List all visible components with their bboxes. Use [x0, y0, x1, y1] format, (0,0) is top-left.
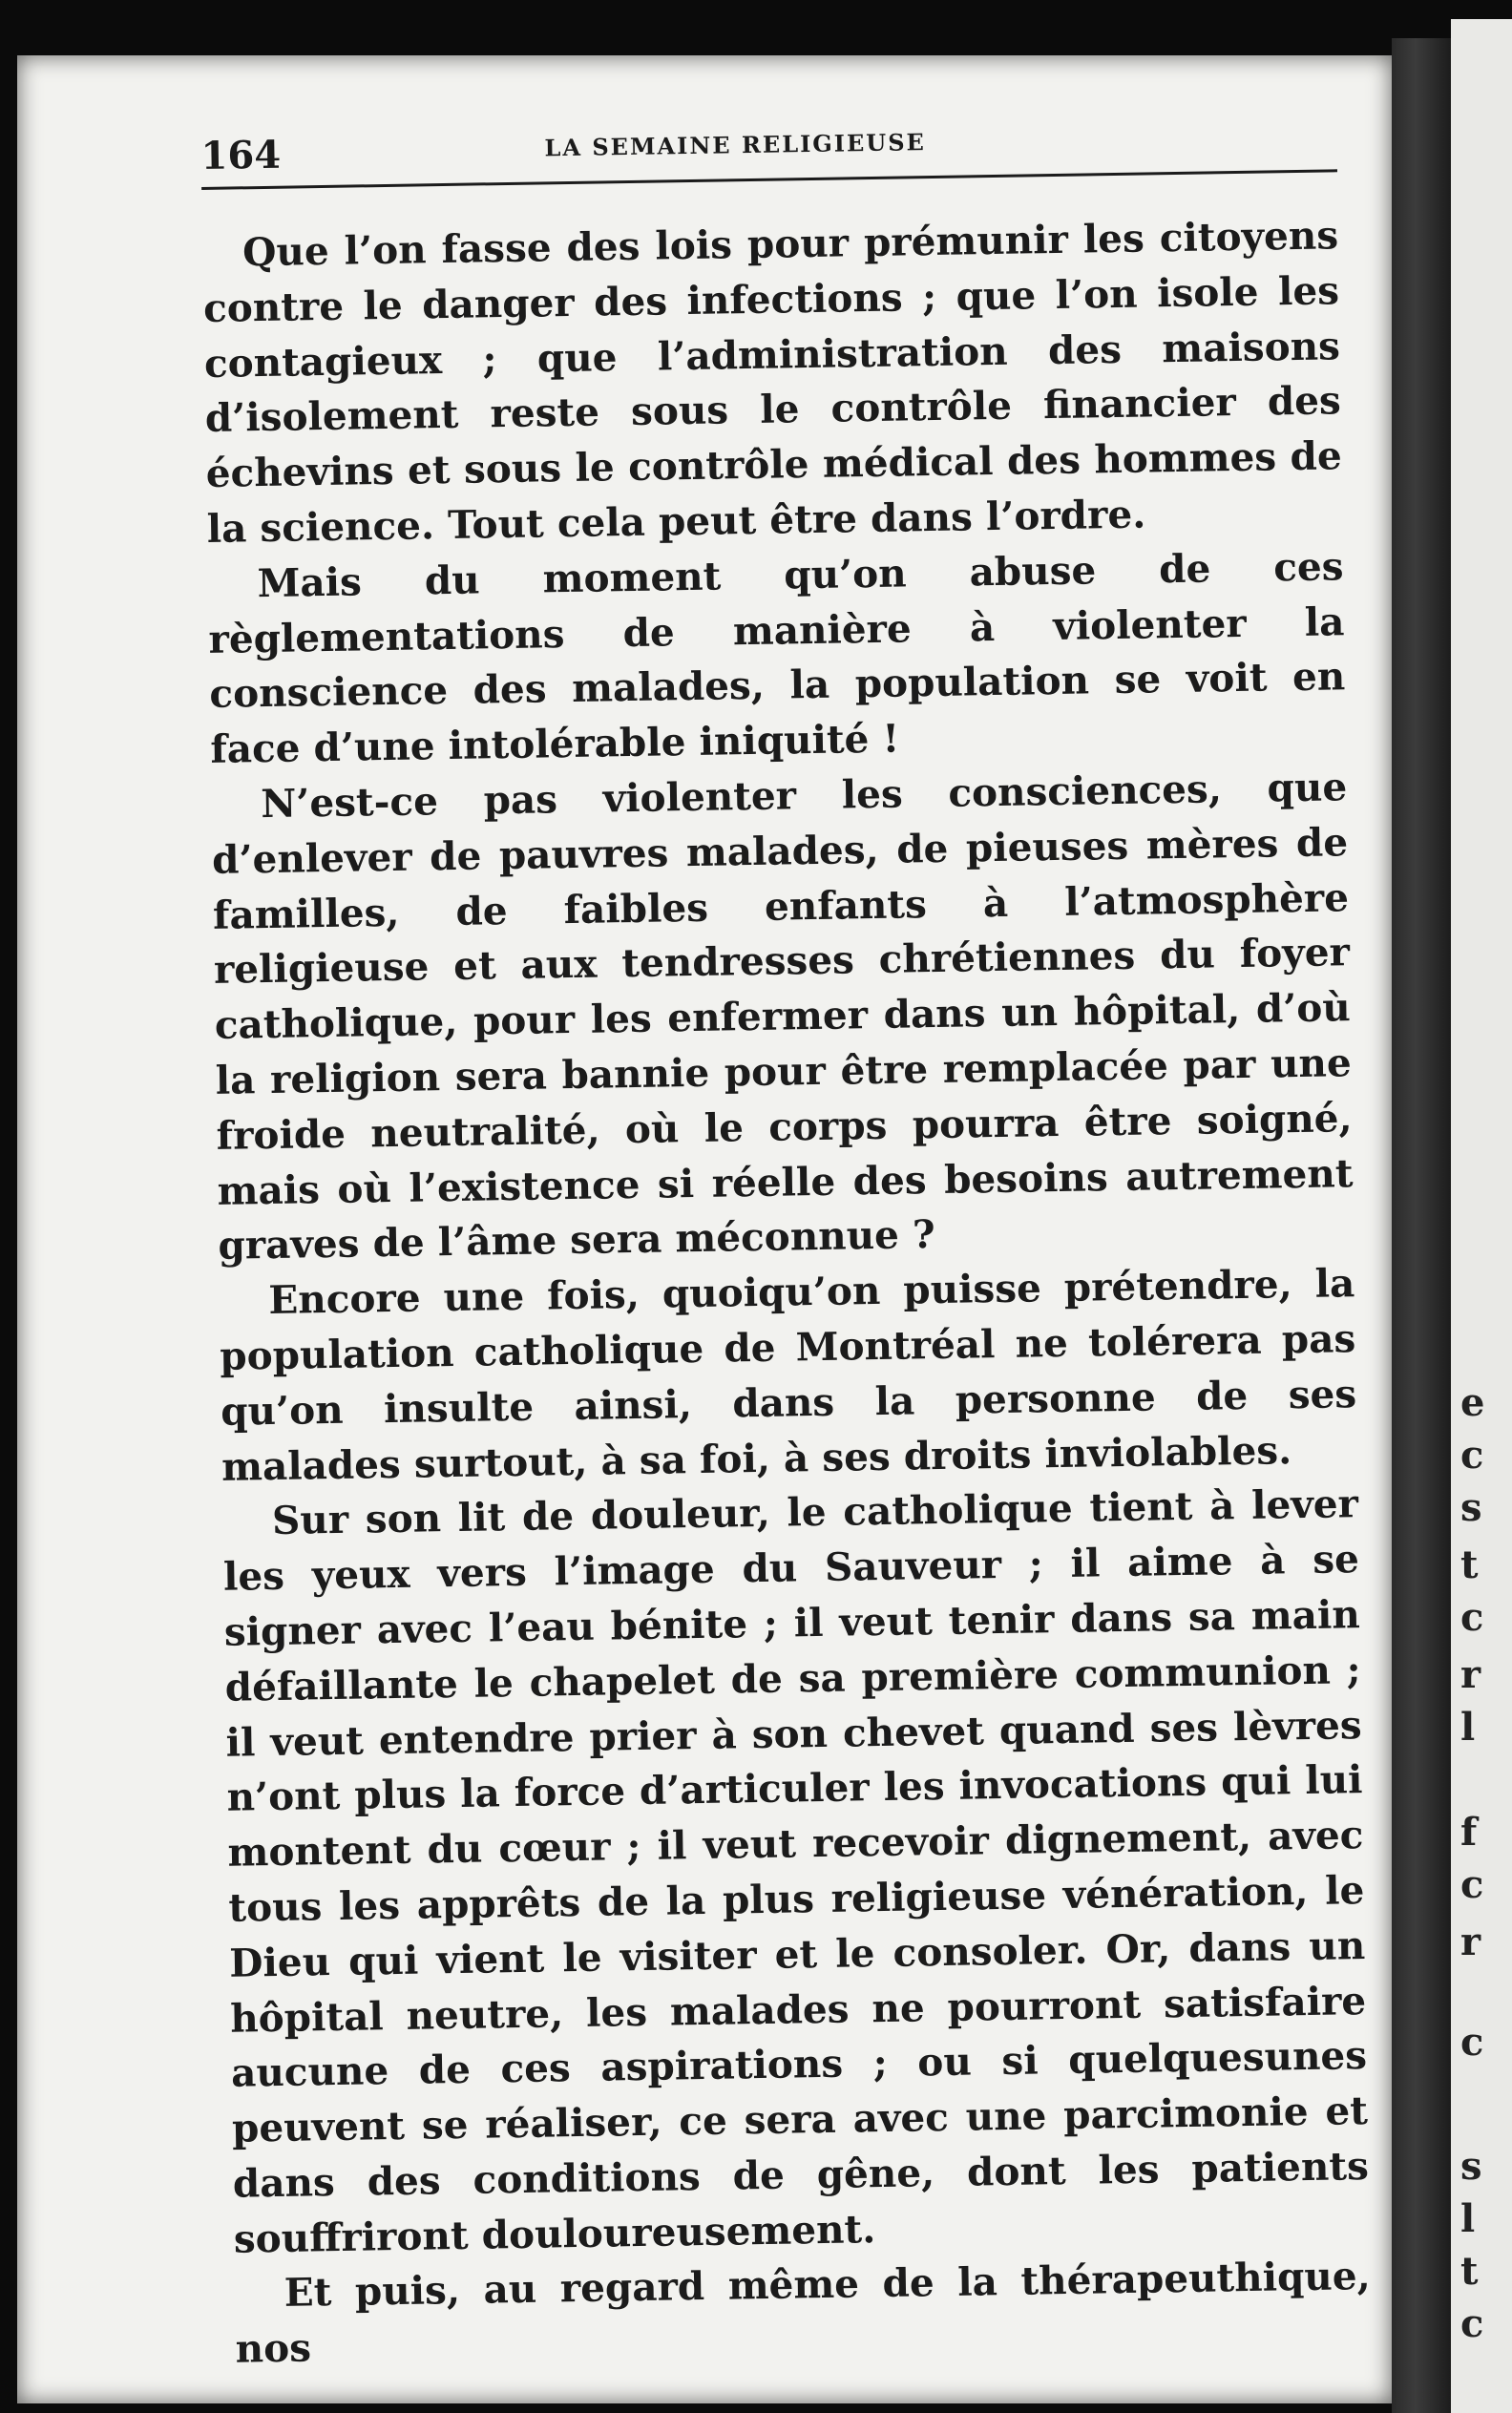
facing-page-edge [1451, 19, 1512, 2413]
page-content [200, 102, 1372, 2377]
facing-page-letter: t [1460, 2249, 1479, 2294]
facing-page-letter: t [1460, 1542, 1479, 1587]
facing-page-letter: r [1460, 1920, 1481, 1964]
facing-page-letter: c [1460, 2020, 1484, 2065]
book-gutter-shadow [1392, 38, 1451, 2413]
facing-page-letter: s [1460, 2144, 1482, 2189]
facing-page-letter: r [1460, 1652, 1481, 1697]
page-number: 164 [200, 132, 282, 178]
article-body [202, 208, 1372, 2377]
facing-page-letter: s [1460, 1485, 1482, 1530]
paragraph: Que l’on fasse des lois pour prémunir les citoyens contre le danger des infections ; que l’on isole les contagieux ; que l’administration des maisons d’isolement reste sous le contrôle financier des échevins et sous le contrôle médical des hommes de la science. Tout cela peut être dans l’ordre. [202, 212, 1343, 552]
facing-page-letter: c [1460, 1862, 1484, 1907]
paragraph: Mais du moment qu’on abuse de ces règlementations de manière à violenter la conscience des malades, la population se voit en face d’une intolérable iniquité ! [208, 543, 1346, 773]
facing-page-letter: c [1460, 1433, 1484, 1478]
paragraph: Et puis, au regard même de la thérapeuthique, nos [235, 2253, 1372, 2372]
facing-page-letter: c [1460, 2301, 1484, 2346]
running-title: LA SEMAINE RELIGIEUSE [544, 128, 927, 162]
facing-page-letter: l [1460, 1705, 1476, 1750]
facing-page-letter: e [1460, 1380, 1485, 1425]
facing-page-letter: f [1460, 1810, 1478, 1855]
facing-page-letter: c [1460, 1595, 1484, 1640]
facing-page-letter: l [1460, 2196, 1476, 2241]
paragraph: Sur son lit de douleur, le catholique tient à lever les yeux vers l’image du Sauveur ; il aime à se signer avec l’eau bénite ; il veut tenir dans sa main défaillante le chapelet de sa première communion ; il veut entendre prier à son chevet quand ses lèvres n’ont plus la force d’articuler les invocations qui lui montent du cœur ; il veut recevoir dignement, avec tous les apprêts de la plus religieuse vénération, le Dieu qui vient le visiter et le consoler. Or, dans un hôpital neutre, les malades ne pourront satisfaire aucune de ces aspirations ; ou si quelquesunes peuvent se réaliser, ce sera avec une parcimonie et dans des conditions de gêne, dont les patients souffriront douloureusement. [222, 1480, 1370, 2262]
paragraph: Encore une fois, quoiqu’on puisse prétendre, la population catholique de Montréal ne tolérera pas qu’on insulte ainsi, dans la personne de ses malades surtout, à sa foi, à ses droits inviolables. [219, 1260, 1357, 1490]
paragraph: N’est-ce pas violenter les consciences, que d’enlever de pauvres malades, de pieuses mères de familles, de faibles enfants à l’atmosphère religieuse et aux tendresses chrétiennes du foyer catholique, pour les enfermer dans un hôpital, d’où la religion sera bannie pour être remplacée par une froide neutralité, où le corps pourra être soigné, mais où l’existence si réelle des besoins autrement graves de l’âme sera méconnue ? [211, 764, 1354, 1269]
